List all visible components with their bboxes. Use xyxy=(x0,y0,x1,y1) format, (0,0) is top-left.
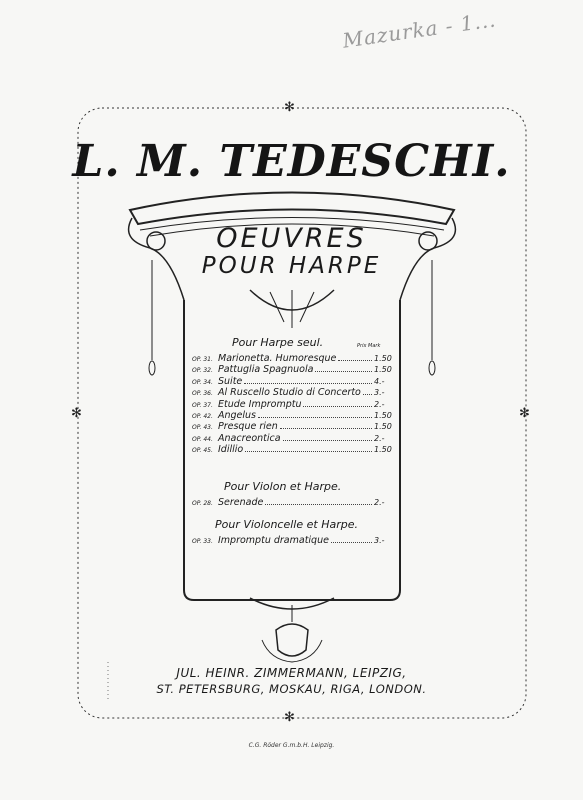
list-item xyxy=(192,444,394,456)
opus-number: OP. 45. xyxy=(192,447,213,455)
opus-number: OP. 34. xyxy=(192,378,213,386)
ornament-top: ✻ xyxy=(284,100,295,115)
publisher-line-2: ST. PETERSBURG, MOSKAU, RIGA, LONDON. xyxy=(156,682,427,696)
list-item xyxy=(192,421,394,433)
work-price: 2.- xyxy=(374,433,385,443)
work-title: Al Ruscello Studio di Concerto xyxy=(218,387,361,399)
work-title: Etude Impromptu xyxy=(218,398,302,410)
work-title: Impromptu dramatique xyxy=(218,535,329,546)
opus-number: OP. 31. xyxy=(192,356,213,363)
opus-number: OP. 28. xyxy=(192,500,213,507)
work-title: Serenade xyxy=(218,497,264,508)
work-title: Marionetta. Humoresque xyxy=(218,353,337,364)
ornament-bottom: ✻ xyxy=(284,710,295,725)
list-item xyxy=(192,410,394,422)
printer-imprint: C.G. Röder G.m.b.H. Leipzig. xyxy=(248,742,335,749)
work-title: Suite xyxy=(218,375,243,387)
composer-name: L. M. TEDESCHI. xyxy=(72,136,511,187)
work-price: 1.50 xyxy=(374,445,392,455)
dot-leader xyxy=(338,353,372,361)
list-item xyxy=(192,364,394,376)
work-price: 1.50 xyxy=(374,354,392,363)
list-item xyxy=(192,353,394,365)
list-item xyxy=(192,433,394,445)
list-item xyxy=(192,497,394,509)
opus-number: OP. 42. xyxy=(192,413,213,420)
work-price: 4.- xyxy=(374,376,385,386)
ornament-left: ✻ xyxy=(71,406,82,421)
dot-leader xyxy=(245,444,372,452)
work-title: Anacreontica xyxy=(218,432,281,444)
work-price: 3.- xyxy=(374,388,385,398)
work-price: 3.- xyxy=(374,536,385,545)
list-item xyxy=(192,376,394,388)
opus-number: OP. 44. xyxy=(192,435,213,443)
section-heading-violin-harp: Pour Violon et Harpe. xyxy=(224,480,342,493)
dot-leader xyxy=(331,535,372,543)
work-title: Pattuglia Spagnuola xyxy=(218,364,314,376)
dot-leader xyxy=(363,387,372,395)
opus-number: OP. 32. xyxy=(192,367,213,375)
dot-leader xyxy=(280,421,372,429)
price-header: Prix Mark xyxy=(357,343,381,349)
opus-number: OP. 43. xyxy=(192,424,213,432)
opus-number: OP. 36. xyxy=(192,390,213,398)
dot-leader xyxy=(265,497,372,505)
dot-leader xyxy=(244,376,372,384)
title-line-1: OEUVRES xyxy=(216,223,367,254)
work-price: 2.- xyxy=(374,498,385,507)
opus-number: OP. 37. xyxy=(192,401,213,409)
publisher-line-1: JUL. HEINR. ZIMMERMANN, LEIPZIG, xyxy=(176,666,407,680)
dot-leader xyxy=(283,433,372,441)
list-item xyxy=(192,387,394,399)
work-title: Idillio xyxy=(218,444,244,456)
work-title: Presque rien xyxy=(218,421,278,433)
work-price: 1.50 xyxy=(374,411,392,420)
work-title: Angelus xyxy=(218,410,257,421)
work-price: 1.50 xyxy=(374,422,392,432)
dot-leader xyxy=(303,399,372,407)
title-line-2: POUR HARPE xyxy=(201,253,382,279)
work-price: 2.- xyxy=(374,399,385,409)
opus-number: OP. 33. xyxy=(192,538,213,545)
dot-leader xyxy=(258,410,372,418)
list-item xyxy=(192,535,394,547)
dot-leader xyxy=(315,364,372,372)
work-price: 1.50 xyxy=(374,365,392,375)
section-heading-harp-solo: Pour Harpe seul. xyxy=(232,336,324,349)
ornament-right: ✻ xyxy=(519,406,530,421)
section-heading-cello-harp: Pour Violoncelle et Harpe. xyxy=(215,518,358,531)
list-item xyxy=(192,399,394,411)
handwritten-note: Mazurka - 1... xyxy=(341,7,498,53)
